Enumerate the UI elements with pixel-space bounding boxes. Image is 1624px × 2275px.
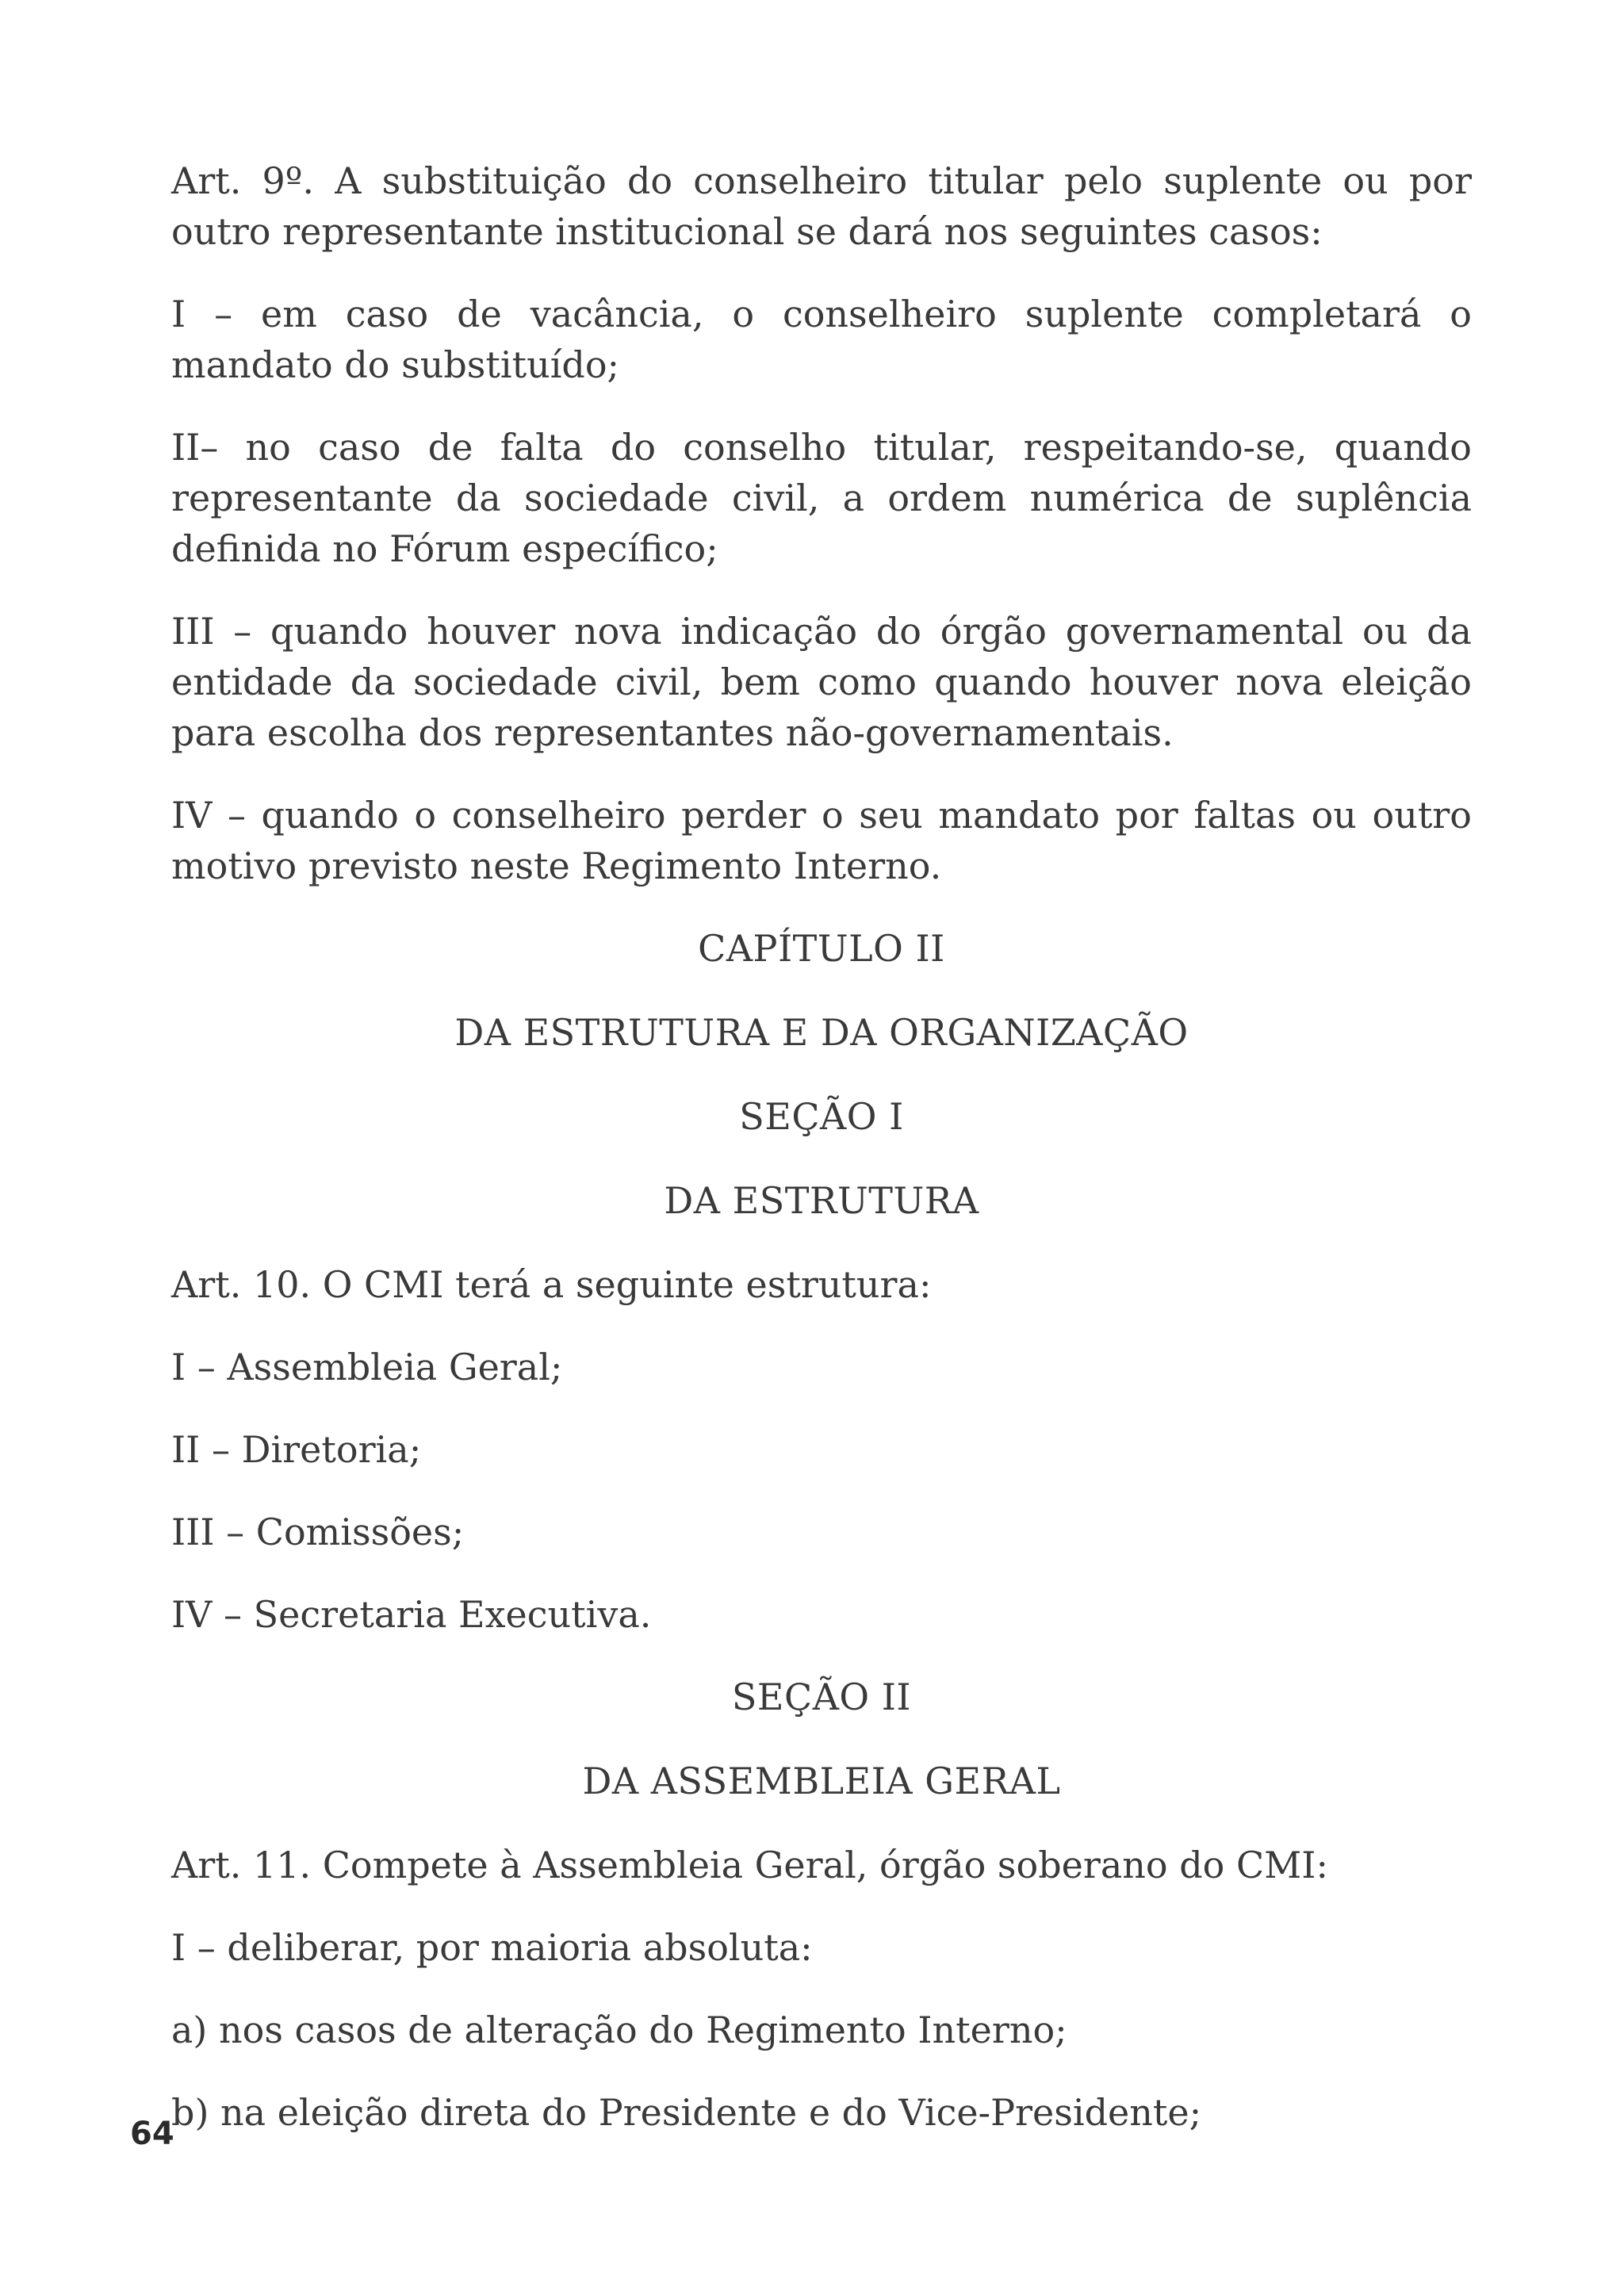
section1-title: DA ESTRUTURA: [664, 1179, 979, 1222]
chapter-title: DA ESTRUTURA E DA ORGANIZAÇÃO: [454, 1011, 1189, 1054]
page-number: 64: [130, 2116, 174, 2152]
art11-intro: Art. 11. Compete à Assembleia Geral, órgão soberano do CMI:: [171, 1844, 1328, 1886]
art11-item-b: b) na eleição direta do Presidente e do Vice-Presidente;: [171, 2091, 1202, 2134]
art11-item-1: I – deliberar, por maioria absoluta:: [171, 1926, 813, 1969]
art10-item-3: III – Comissões;: [171, 1511, 465, 1553]
section2-title: DA ASSEMBLEIA GERAL: [582, 1760, 1061, 1802]
chapter-heading: CAPÍTULO II: [698, 927, 945, 970]
art9-item-4: IV – quando o conselheiro perder o seu mandato por faltas ou outro motivo previsto neste Regimento Interno.: [171, 794, 1472, 887]
art9-item-3: III – quando houver nova indicação do órgão governamental ou da entidade da sociedade civil, bem como quando houver nova eleição para escolha dos representantes não-governamentais.: [171, 610, 1472, 754]
art11-item-a: a) nos casos de alteração do Regimento Interno;: [171, 2009, 1067, 2051]
art10-intro: Art. 10. O CMI terá a seguinte estrutura:: [171, 1263, 932, 1306]
art9-item-1: I – em caso de vacância, o conselheiro suplente completará o mandato do substituído;: [171, 293, 1472, 386]
art10-item-1: I – Assembleia Geral;: [171, 1346, 563, 1388]
art10-item-2: II – Diretoria;: [171, 1428, 422, 1471]
section2-heading: SEÇÃO II: [731, 1676, 912, 1718]
section1-heading: SEÇÃO I: [739, 1095, 904, 1138]
art10-item-4: IV – Secretaria Executiva.: [171, 1593, 652, 1636]
document-body: [171, 155, 1472, 2170]
art9-item-2: II– no caso de falta do conselho titular, respeitando-se, quando representante da sociedade civil, a ordem numérica de suplência definida no Fórum específico;: [171, 426, 1472, 570]
art9-intro: Art. 9º. A substituição do conselheiro titular pelo suplente ou por outro representante institucional se dará nos seguintes casos:: [171, 159, 1472, 253]
